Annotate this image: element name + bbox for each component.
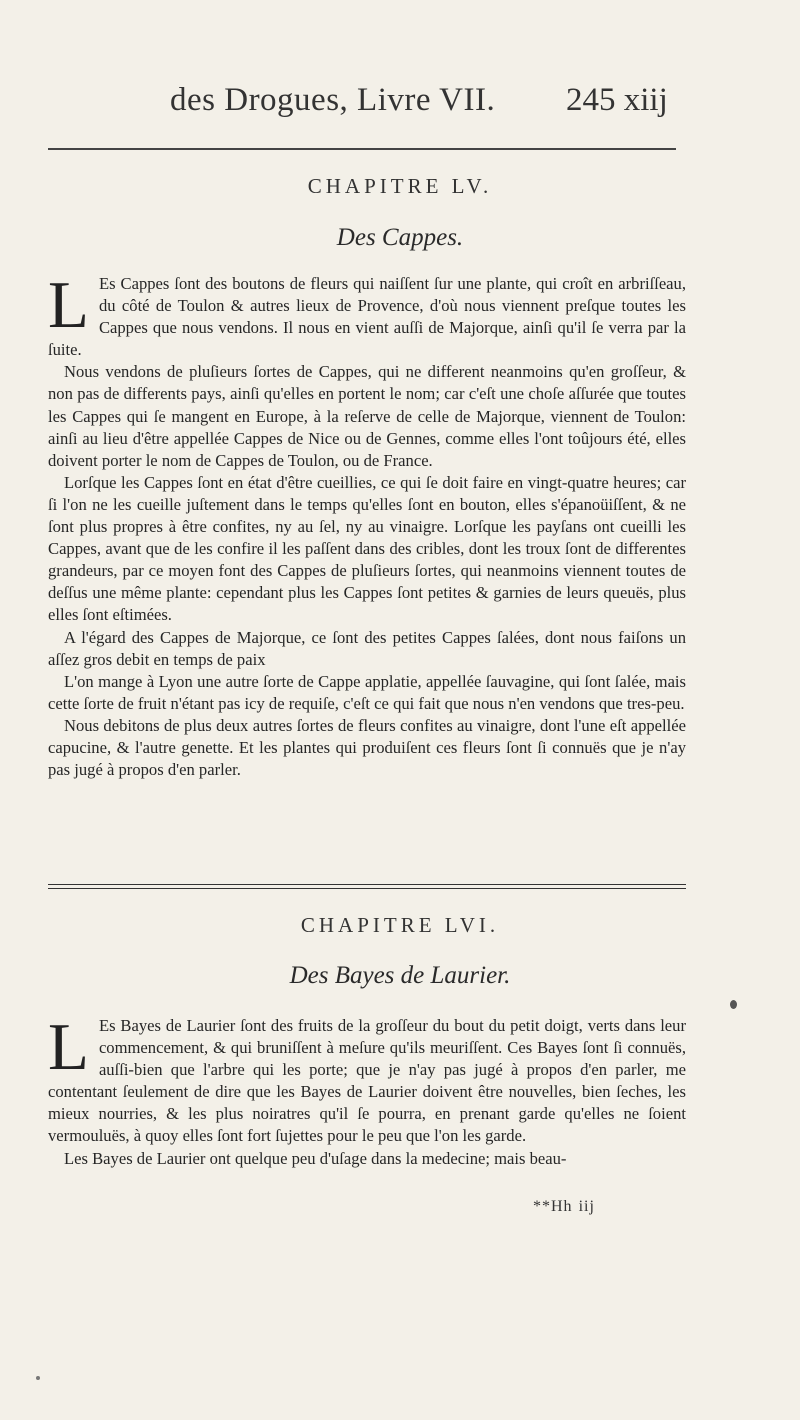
drop-cap: L xyxy=(48,268,89,342)
chapter-56-subtitle: Des Bayes de Laurier. xyxy=(289,962,511,989)
paragraph: Les Bayes de Laurier ont quelque peu d'uſage dans la medecine; mais beau- xyxy=(64,1148,567,1168)
page-header xyxy=(0,82,800,122)
paragraph: L'on mange à Lyon une autre ſorte de Cappe applatie, appellée ſauvagine, qui ſont ſalée, mais cette ſorte de fruit n'étant pas icy de requiſe, c'eſt ce qui fait que nous n'en vendons que tres-peu. xyxy=(48,671,686,713)
chapter-55-body xyxy=(48,268,686,781)
signature-mark xyxy=(527,1198,595,1216)
chapter-55-title: CHAPITRE LV. xyxy=(307,174,493,198)
ink-blot xyxy=(36,1376,40,1380)
paragraph: Lorſque les Cappes ſont en état d'être cueillies, ce qui ſe doit faire en vingt-quatre heures; car ſi l'on ne les cueille juſtement dans le temps qu'elles ſont en bouton, elles s'épanoüiſſent, & ne ſont plus propres à être confites, ny au ſel, ny au vinaigre. Lorſque les payſans ont cueilli les Cappes, avant que de les confire il les paſſent dans des cribles, dont les troux ſont de differentes grandeurs, par ce moyen font des Cappes de pluſieurs ſortes, qui neanmoins viennent toutes de deſſus une même plante: cependant plus les Cappes ſont petites & garnies de leurs queuës, plus elles ſont eſtimées. xyxy=(48,472,686,625)
paragraph xyxy=(48,1010,686,1148)
chapter-56-title: CHAPITRE LVI. xyxy=(300,913,500,937)
paragraph: Nous vendons de pluſieurs ſortes de Cappes, qui ne different neanmoins qu'en groſſeur, & non pas de differents pays, ainſi qu'elles en portent le nom; car c'eſt une choſe aſſurée que toutes les Cappes qui ſe mangent en Europe, à la reſerve de celle de Majorque, viennent de Toulon: ainſi au lieu d'être appellée Cappes de Nice ou de Gennes, comme elles l'ont toûjours été, elles doivent porter le nom de Cappes de Toulon, ou de France. xyxy=(48,362,686,470)
signature-letters: **Hh xyxy=(533,1198,573,1215)
section-divider xyxy=(48,884,686,889)
page-number: 245 xiij xyxy=(566,82,668,118)
chapter-56-body xyxy=(48,1010,686,1170)
paragraph: Nous debitons de plus deux autres ſortes de fleurs confites au vinaigre, dont l'une eſt appellée capucine, & l'autre genette. Et les plantes qui produiſent ces fleurs ſont ſi connuës que je n'ay pas jugé à propos d'en parler. xyxy=(48,715,686,780)
paragraph-text: Es Cappes ſont des boutons de fleurs qui naiſſent ſur une plante, qui croît en arbriſſeau, du côté de Toulon & autres lieux de Provence, d'où nous viennent preſque toutes les Cappes que nous vendons. Il nous en vient auſſi de Majorque, ainſi qu'il ſe verra par la ſuite. xyxy=(48,274,686,360)
chapter-55-subtitle: Des Cappes. xyxy=(336,224,464,251)
signature-number: iij xyxy=(578,1198,595,1215)
paragraph xyxy=(48,268,686,361)
running-head: des Drogues, Livre VII. xyxy=(170,82,496,118)
paragraph: A l'égard des Cappes de Majorque, ce ſont des petites Cappes ſalées, dont nous faiſons un aſſez gros debit en temps de paix xyxy=(48,627,686,669)
paragraph-text: Es Bayes de Laurier ſont des fruits de la groſſeur du bout du petit doigt, verts dans leur commencement, & qui bruniſſent à meſure qu'ils meuriſſent. Ces Bayes ſont ſi connuës, auſſi-bien que l'arbre qui les porte; que je n'ay pas jugé à propos d'en parler, me contentant ſeulement de dire que les Bayes de Laurier doivent être nouvelles, bien ſeches, les mieux nourries, & les plus noiratres qu'il ſe pourra, en prenant garde qu'elles ne ſoient vermouluës, à quoy elles ſont fort ſujettes pour le peu que l'on les garde. xyxy=(48,1016,686,1146)
ink-blot xyxy=(730,1000,737,1009)
header-rule xyxy=(48,148,676,150)
drop-cap: L xyxy=(48,1010,89,1084)
